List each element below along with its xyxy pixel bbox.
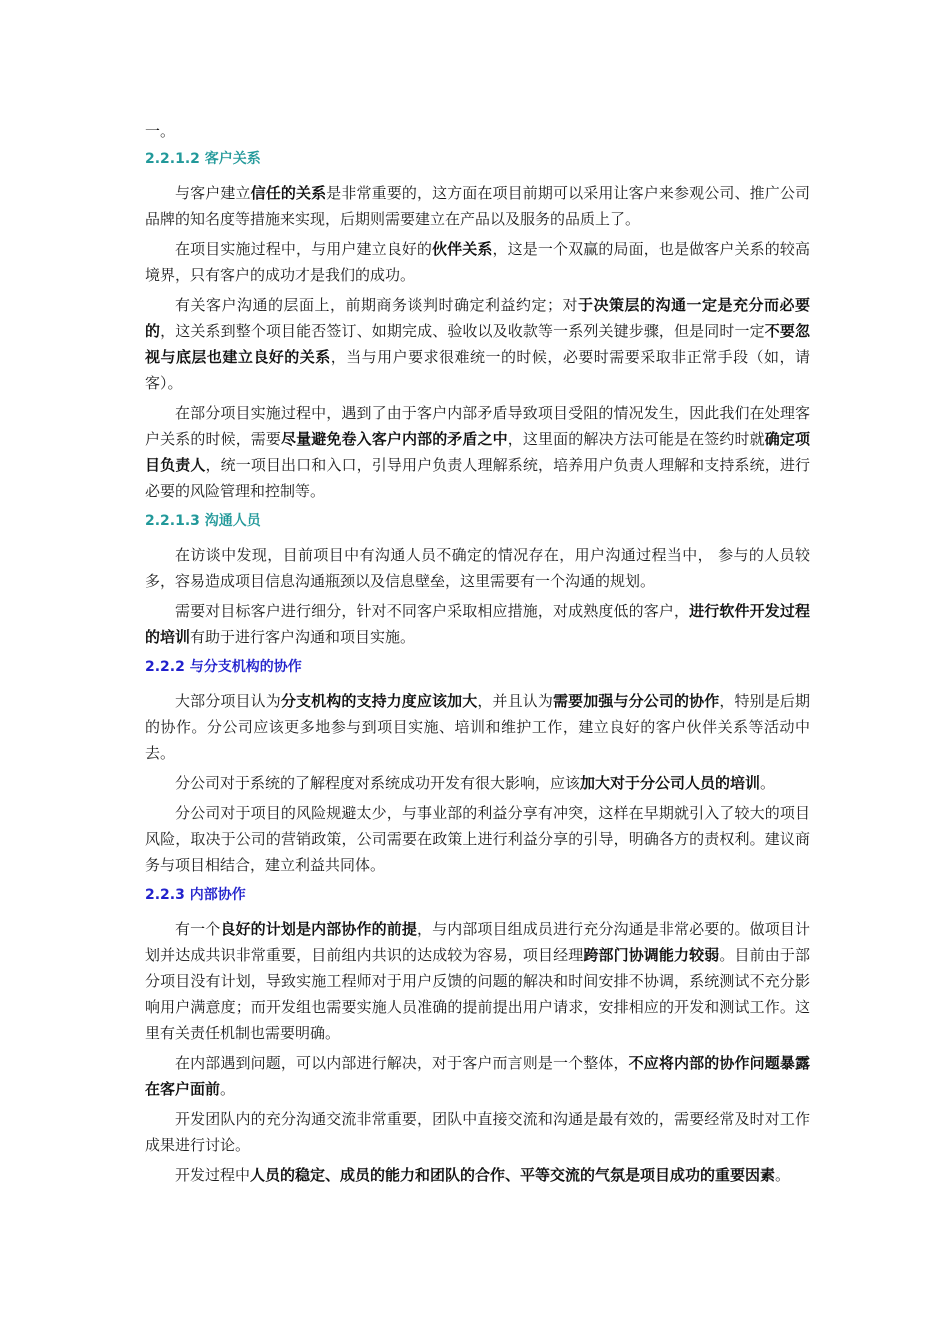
emphasis-text: 人员的稳定、成员的能力和团队的合作、平等交流的气氛是项目成功的重要因素 xyxy=(250,1166,776,1184)
emphasis-text: 良好的计划是内部协作的前提 xyxy=(220,920,417,938)
body-paragraph xyxy=(145,598,810,650)
paragraph-text: 。 xyxy=(220,1080,236,1098)
paragraph-text: ，这是一个双赢的局面，也是做客户关系的较高境界，只有客户的成功才是我们的成功。 xyxy=(145,240,810,284)
paragraph-text: 是非常重要的，这方面在项目前期可以采用让客户来参观公司、推广公司品牌的知名度等措施来实现，后期则需要建立在产品以及服务的品质上了。 xyxy=(145,184,810,228)
emphasis-text: 不要忽视与底层也建立良好的关系 xyxy=(145,322,810,366)
body-paragraph xyxy=(145,1050,810,1102)
emphasis-text: 确定项目负责人 xyxy=(145,430,810,474)
body-paragraph xyxy=(145,916,810,1046)
paragraph-text: 在访谈中发现，目前项目中有沟通人员不确定的情况存在，用户沟通过程当中， 参与的人员较多，容易造成项目信息沟通瓶颈以及信息壁垒，这里需要有一个沟通的规划。 xyxy=(145,546,810,590)
section-heading: 2.2.3 内部协作 xyxy=(145,887,246,903)
emphasis-text: 伙伴关系 xyxy=(432,240,493,258)
emphasis-text: 分支机构的支持力度应该加大 xyxy=(280,692,478,710)
paragraph-text: 有一个 xyxy=(175,920,221,938)
paragraph-text: 。 xyxy=(760,774,776,792)
document-page xyxy=(145,118,810,1194)
paragraph-text: ，与内部项目组成员进行充分沟通是非常必要的。做项目计划并达成共识非常重要，目前组内共识的达成较为容易，项目经理 xyxy=(145,920,810,964)
emphasis-text: 跨部门协调能力较弱 xyxy=(583,946,720,964)
paragraph-text: 在项目实施过程中，与用户建立良好的 xyxy=(175,240,433,258)
paragraph-text: ，并且认为 xyxy=(477,692,554,710)
emphasis-text: 加大对于分公司人员的培训 xyxy=(580,774,761,792)
intro-fragment: 一。 xyxy=(145,122,176,140)
body-paragraph xyxy=(145,180,810,232)
paragraph-text: 在内部遇到问题，可以内部进行解决，对于客户而言则是一个整体， xyxy=(175,1054,629,1072)
paragraph-text: 。目前由于部分项目没有计划，导致实施工程师对于用户反馈的问题的解决和时间安排不协调，系统测试不充分影响用户满意度；而开发组也需要实施人员准确的提前提出用户请求，安排相应的开发和测试工作。这里有关责任机制也需要明确。 xyxy=(145,946,810,1042)
paragraph-text: 与客户建立 xyxy=(175,184,251,202)
section-heading: 2.2.1.3 沟通人员 xyxy=(145,513,261,529)
paragraph-text: 。 xyxy=(775,1166,791,1184)
paragraph-text: 在部分项目实施过程中，遇到了由于客户内部矛盾导致项目受阻的情况发生，因此我们在处理客户关系的时候，需要 xyxy=(145,404,810,448)
paragraph-text: ，当与用户要求很难统一的时候，必要时需要采取非正常手段（如，请客）。 xyxy=(145,348,810,392)
paragraph-text: ，特别是后期的协作。分公司应该更多地参与到项目实施、培训和维护工作，建立良好的客户伙伴关系等活动中去。 xyxy=(145,692,810,762)
emphasis-text: 信任的关系 xyxy=(250,184,327,202)
body-paragraph xyxy=(145,1162,810,1188)
paragraph-text: 开发团队内的充分沟通交流非常重要，团队中直接交流和沟通是最有效的，需要经常及时对工作成果进行讨论。 xyxy=(145,1110,810,1154)
body-paragraph xyxy=(145,292,810,396)
body-paragraph xyxy=(145,1106,810,1158)
emphasis-text: 需要加强与分公司的协作 xyxy=(553,692,720,710)
emphasis-text: 于决策层的沟通一定是充分而必要的 xyxy=(145,296,810,340)
paragraph-text: 有关客户沟通的层面上，前期商务谈判时确定利益约定；对 xyxy=(175,296,578,314)
paragraph-text: ，统一项目出口和入口，引导用户负责人理解系统，培养用户负责人理解和支持系统，进行必要的风险管理和控制等。 xyxy=(145,456,810,500)
sections-container xyxy=(145,148,810,1194)
paragraph-text: ，这里面的解决方法可能是在签约时就 xyxy=(507,430,765,448)
body-paragraph xyxy=(145,800,810,878)
paragraph-text: 大部分项目认为 xyxy=(175,692,281,710)
section-heading: 2.2.2 与分支机构的协作 xyxy=(145,659,302,675)
emphasis-text: 尽量避免卷入客户内部的矛盾之中 xyxy=(281,430,508,448)
body-paragraph xyxy=(145,542,810,594)
section-heading: 2.2.1.2 客户关系 xyxy=(145,151,261,167)
body-paragraph xyxy=(145,236,810,288)
emphasis-text: 不应将内部的协作问题暴露在客户面前 xyxy=(145,1054,810,1098)
body-paragraph xyxy=(145,688,810,766)
body-paragraph xyxy=(145,770,810,796)
paragraph-text: 开发过程中 xyxy=(175,1166,251,1184)
paragraph-text: 分公司对于系统的了解程度对系统成功开发有很大影响，应该 xyxy=(175,774,581,792)
body-paragraph xyxy=(145,400,810,504)
paragraph-text: ，这关系到整个项目能否签订、如期完成、验收以及收款等一系列关键步骤，但是同时一定 xyxy=(160,322,765,340)
emphasis-text: 进行软件开发过程的培训 xyxy=(145,602,810,646)
paragraph-text: 需要对目标客户进行细分，针对不同客户采取相应措施，对成熟度低的客户， xyxy=(175,602,690,620)
paragraph-text: 有助于进行客户沟通和项目实施。 xyxy=(190,628,416,646)
paragraph-text: 分公司对于项目的风险规避太少，与事业部的利益分享有冲突，这样在早期就引入了较大的项目风险，取决于公司的营销政策，公司需要在政策上进行利益分享的引导，明确各方的责权利。建议商务与项目相结合，建立利益共同体。 xyxy=(145,804,810,874)
